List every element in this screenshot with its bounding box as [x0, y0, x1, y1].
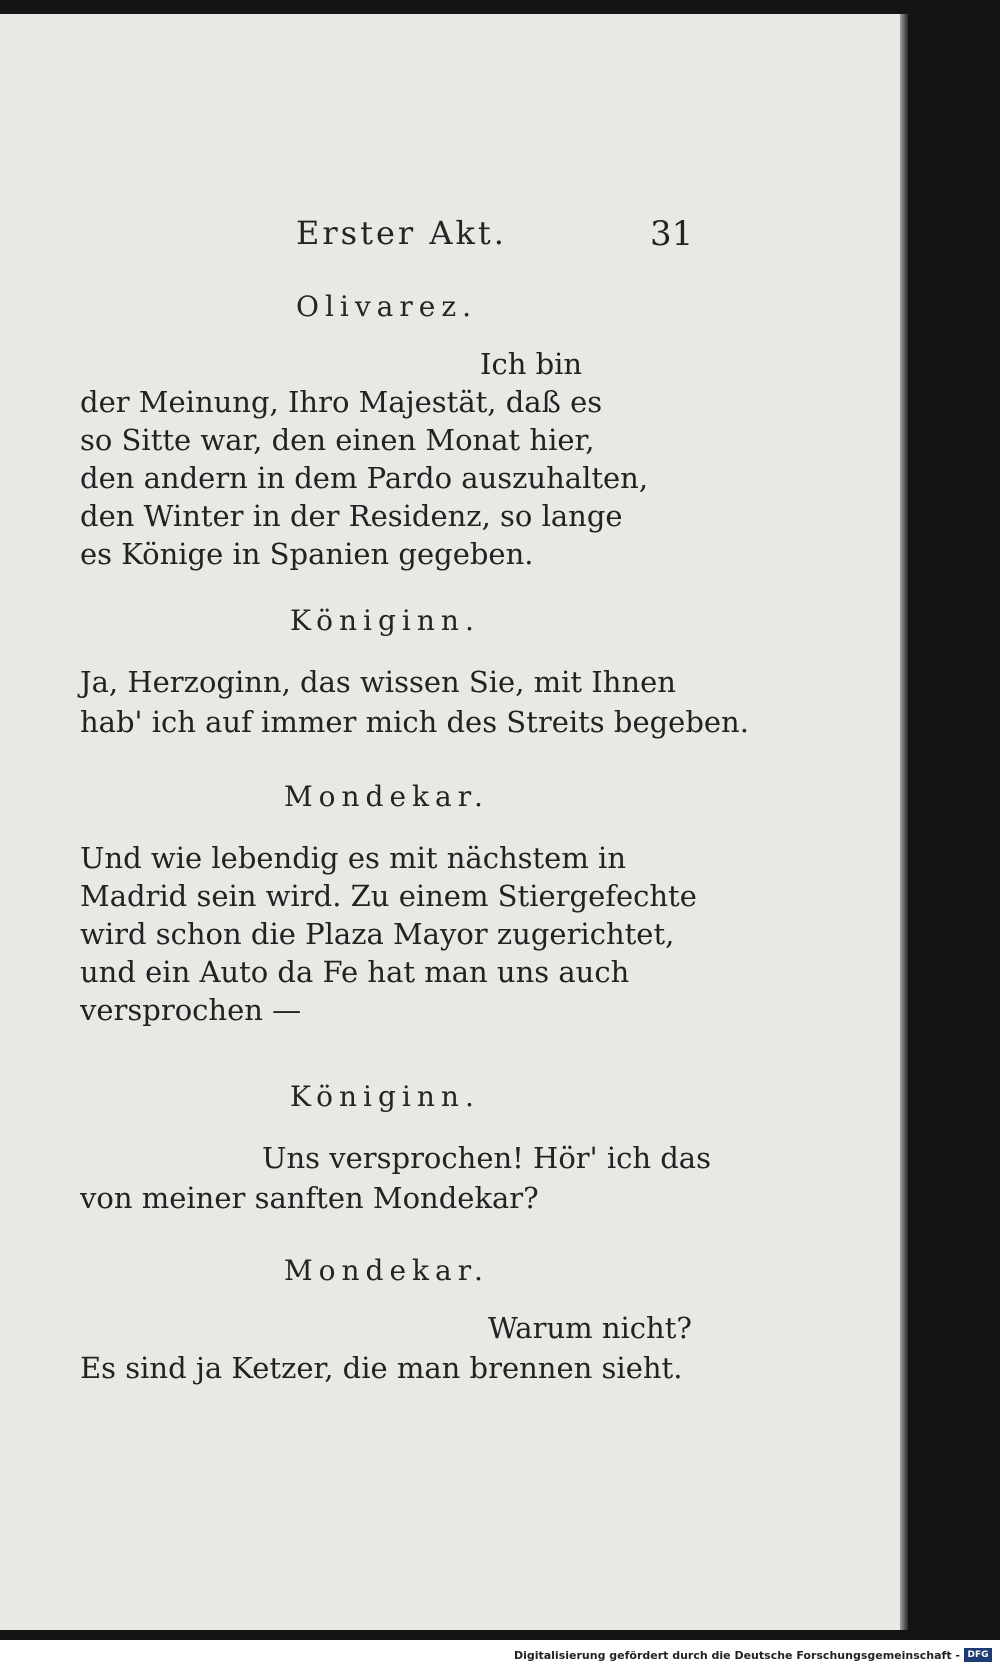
verse-line: es Könige in Spanien gegeben.	[80, 537, 534, 571]
verse-line: Ich bin	[480, 347, 583, 381]
speaker-name: Königinn.	[290, 604, 480, 637]
verse-line: Ja, Herzoginn, das wissen Sie, mit Ihnen	[80, 665, 676, 699]
speaker-name: Königinn.	[290, 1080, 480, 1113]
funding-credit: Digitalisierung gefördert durch die Deutsche Forschungsgemeinschaft -	[513, 1649, 960, 1662]
verse-line: Uns versprochen! Hör' ich das	[262, 1141, 711, 1175]
speaker-name: Mondekar.	[284, 780, 489, 813]
verse-line: Und wie lebendig es mit nächstem in	[80, 841, 627, 875]
verse-line: der Meinung, Ihro Majestät, daß es	[80, 385, 603, 419]
verse-line: den Winter in der Residenz, so lange	[80, 499, 623, 533]
verse-line: Es sind ja Ketzer, die man brennen sieht.	[80, 1351, 683, 1385]
verse-line: versprochen —	[80, 993, 302, 1027]
verse-line: Madrid sein wird. Zu einem Stiergefechte	[80, 879, 697, 913]
verse-line: und ein Auto da Fe hat man uns auch	[80, 955, 630, 989]
verse-line: von meiner sanften Mondekar?	[80, 1181, 539, 1215]
verse-line: wird schon die Plaza Mayor zugerichtet,	[80, 917, 675, 951]
verse-line: so Sitte war, den einen Monat hier,	[80, 423, 595, 457]
speaker-name: Olivarez.	[296, 290, 477, 323]
page-edge-shadow	[900, 14, 908, 1630]
page-number: 31	[650, 214, 694, 254]
digitization-footer	[0, 1640, 1000, 1670]
book-page	[0, 14, 901, 1630]
dfg-logo-badge: DFG	[964, 1648, 992, 1662]
verse-line: den andern in dem Pardo auszuhalten,	[80, 461, 649, 495]
verse-line: Warum nicht?	[488, 1311, 692, 1345]
verse-line: hab' ich auf immer mich des Streits begeben.	[80, 705, 749, 739]
speaker-name: Mondekar.	[284, 1254, 489, 1287]
running-header: Erster Akt.	[296, 214, 507, 252]
